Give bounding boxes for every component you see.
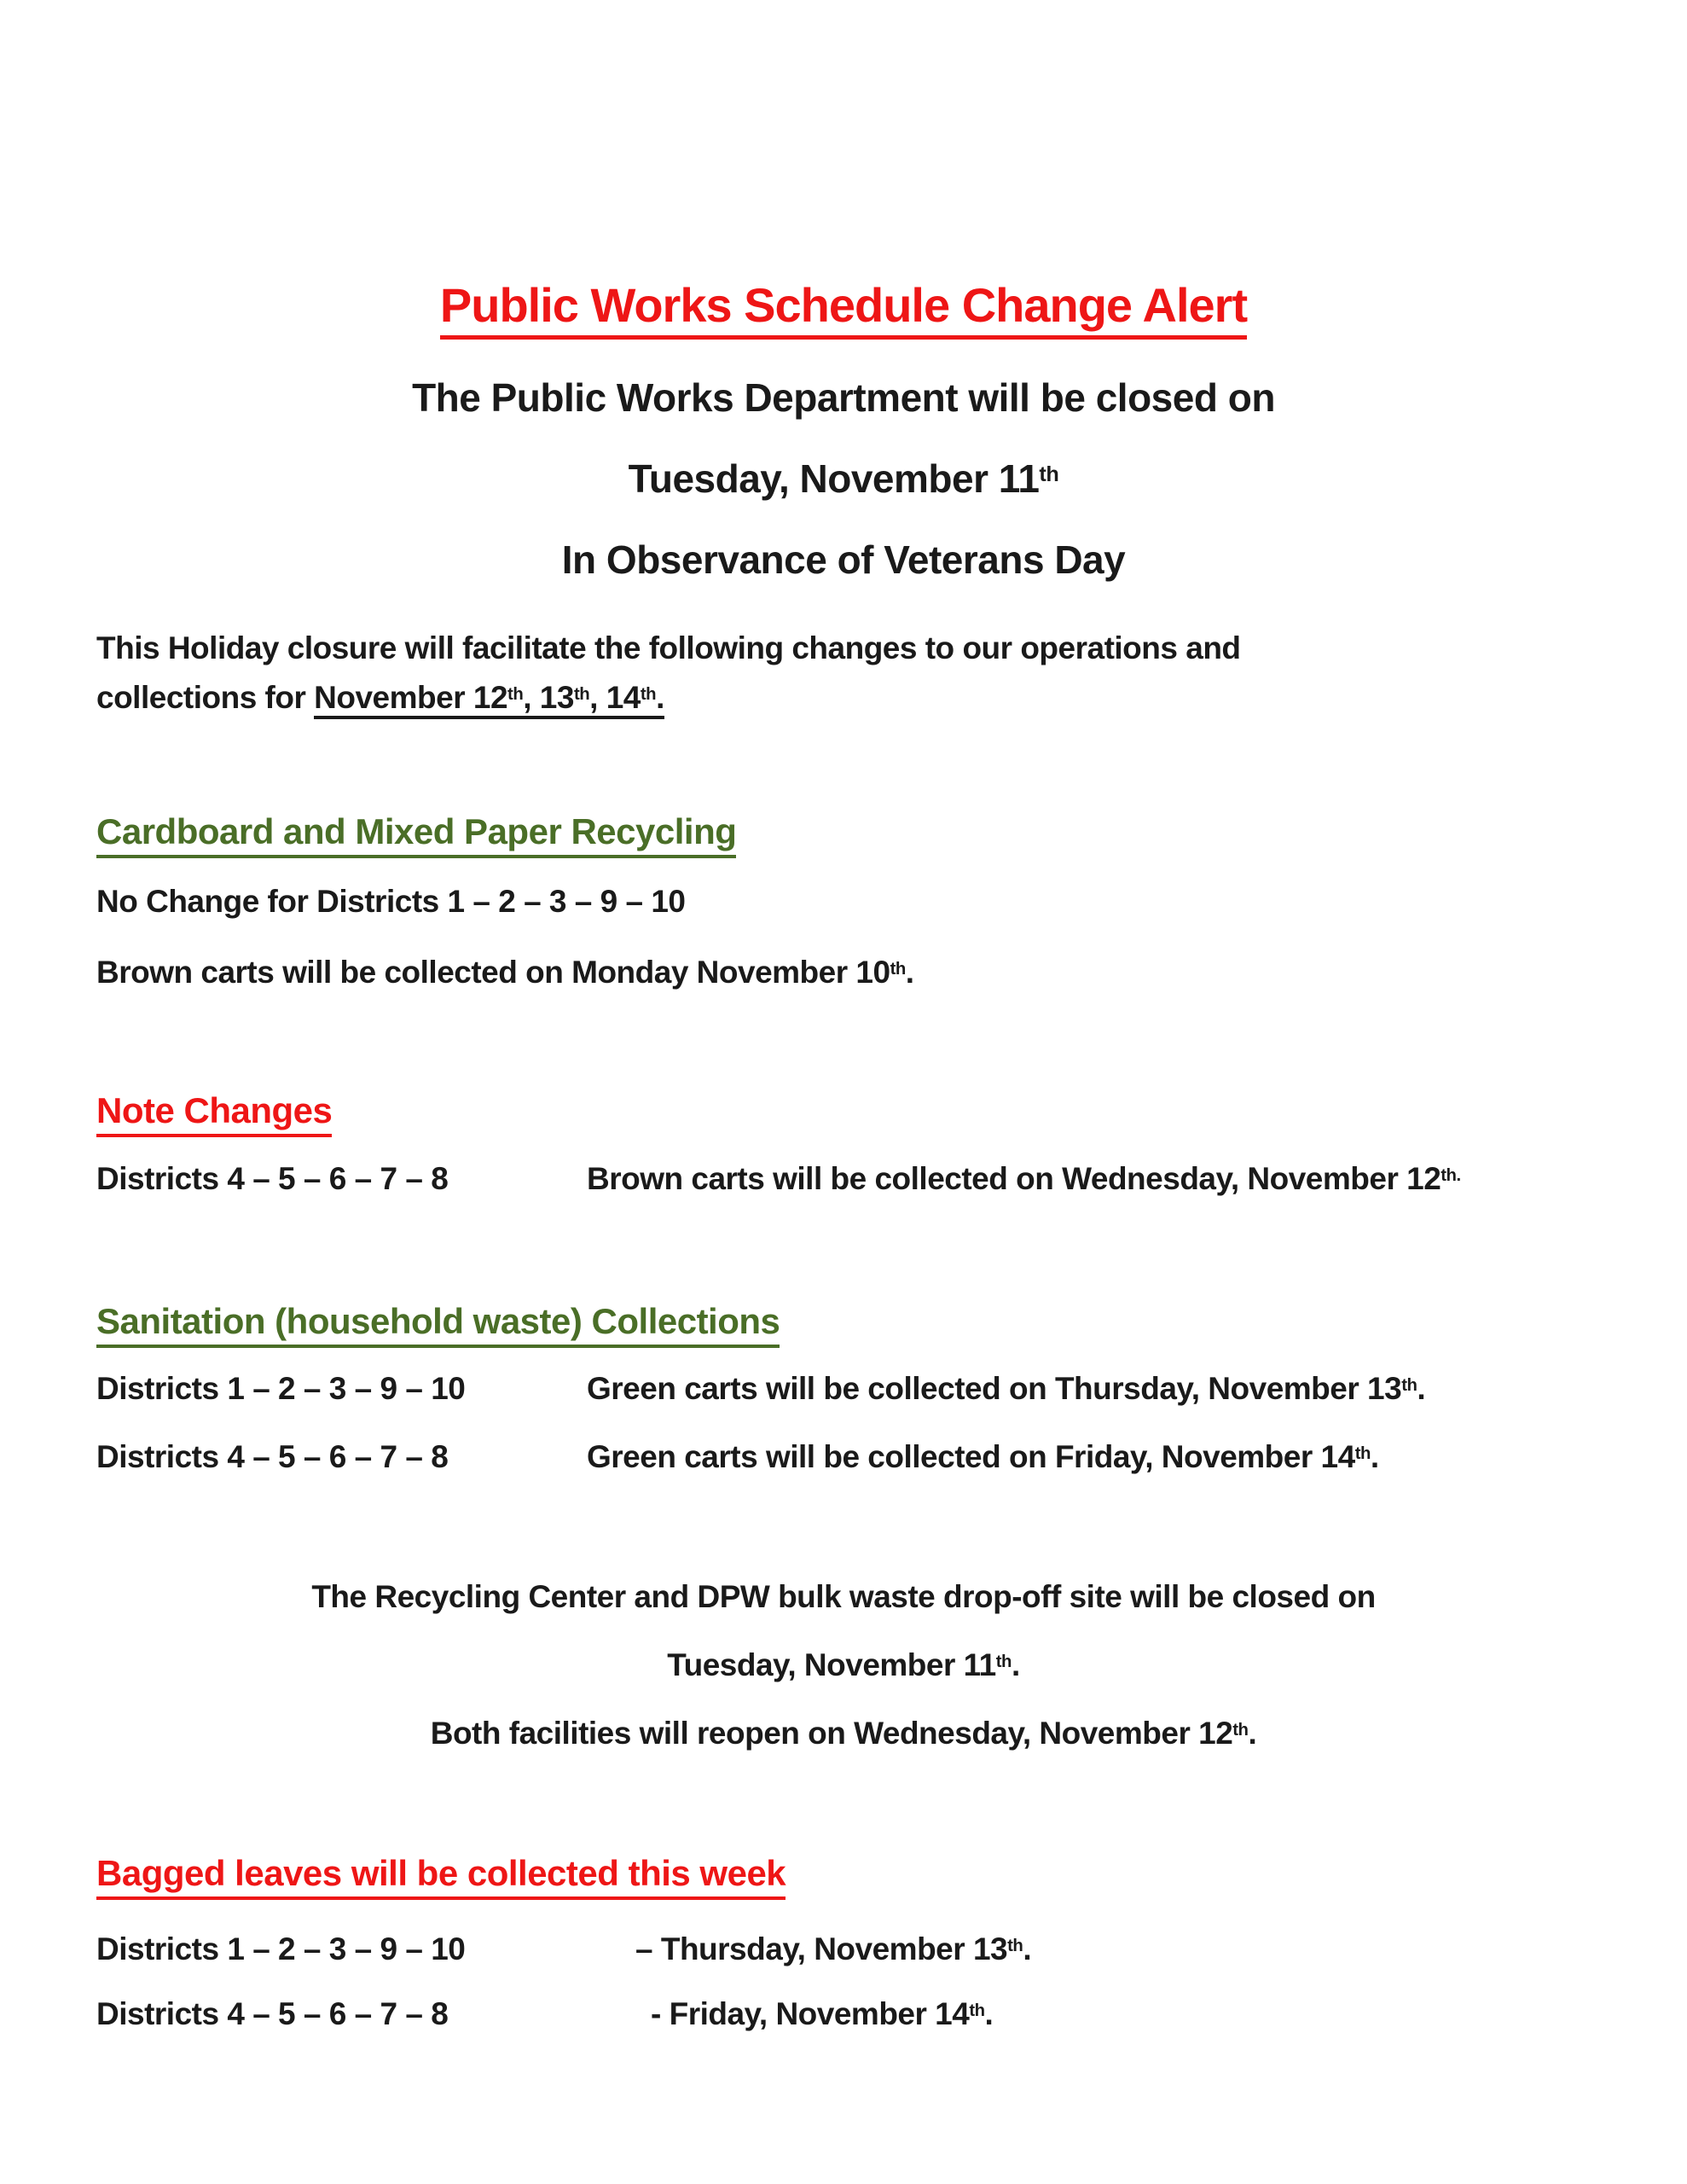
- page-title-text: Public Works Schedule Change Alert: [440, 278, 1247, 340]
- sanitation-row-2: [96, 1439, 1379, 1476]
- bagged-leaves-heading: Bagged leaves will be collected this week: [96, 1853, 786, 1900]
- districts-schedule-text: Green carts will be collected on Thursday, November 13th.: [587, 1371, 1426, 1406]
- intro-paragraph: [96, 624, 1597, 728]
- bagged-leaves-row-1: [96, 1931, 1031, 1968]
- cardboard-brown-carts-line: Brown carts will be collected on Monday November 10th.: [96, 955, 914, 990]
- bagged-leaves-row-2: [96, 1996, 993, 2033]
- districts-label: Districts 4 – 5 – 6 – 7 – 8: [96, 1161, 449, 1196]
- note-changes-row: [96, 1161, 1461, 1198]
- cardboard-no-change-line: No Change for Districts 1 – 2 – 3 – 9 – 10: [96, 884, 686, 919]
- districts-label: Districts 1 – 2 – 3 – 9 – 10: [96, 1371, 466, 1406]
- facilities-reopen-line: Both facilities will reopen on Wednesday, November 12th.: [430, 1716, 1257, 1751]
- sanitation-heading: Sanitation (household waste) Collections: [96, 1301, 780, 1348]
- districts-schedule-text: Brown carts will be collected on Wednesday, November $12^{th.}$: [587, 1161, 1461, 1196]
- closure-subtitle-line3: In Observance of Veterans Day: [561, 537, 1126, 582]
- facilities-closed-line2: Tuesday, November 11th.: [667, 1647, 1020, 1682]
- page-title: [0, 278, 1687, 333]
- districts-schedule-text: – Thursday, November 13th.: [635, 1931, 1032, 1966]
- cardboard-recycling-heading: Cardboard and Mixed Paper Recycling: [96, 811, 736, 858]
- closure-subtitle-line2: Tuesday, November 11th: [628, 456, 1059, 501]
- facilities-closed-line1: The Recycling Center and DPW bulk waste drop-off site will be closed on: [311, 1579, 1376, 1614]
- sanitation-row-1: [96, 1371, 1425, 1408]
- districts-label: Districts 4 – 5 – 6 – 7 – 8: [96, 1996, 449, 2031]
- districts-label: Districts 1 – 2 – 3 – 9 – 10: [96, 1931, 466, 1966]
- closure-subtitle-line1: The Public Works Department will be closed on: [412, 375, 1275, 420]
- note-changes-heading: Note Changes: [96, 1090, 332, 1137]
- districts-schedule-text: - Friday, November 14th.: [651, 1996, 994, 2031]
- intro-line2: collections for November 12th, 13th, 14th.: [96, 680, 664, 719]
- districts-label: Districts 4 – 5 – 6 – 7 – 8: [96, 1439, 449, 1474]
- districts-schedule-text: Green carts will be collected on Friday, November 14th.: [587, 1439, 1379, 1474]
- intro-line1: This Holiday closure will facilitate the following changes to our operations and: [96, 630, 1241, 665]
